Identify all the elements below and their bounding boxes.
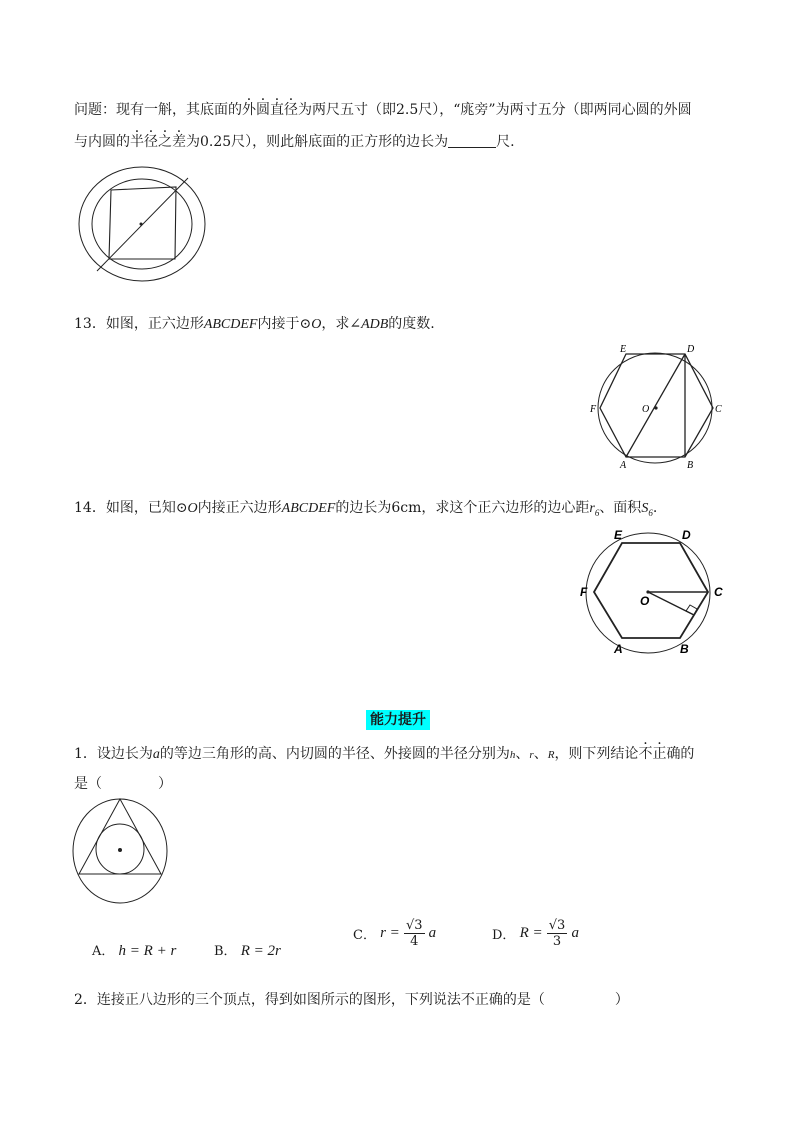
emphasized-char: 径 — [284, 102, 298, 118]
emphasized-char: 之 — [158, 134, 172, 150]
q12-text: 尺. — [496, 134, 515, 150]
q13-label-E: E — [620, 344, 627, 355]
p1-text: ，则下列结论 — [554, 746, 639, 762]
p1-text: 确的 — [666, 746, 695, 762]
q14-mid: 内接正六边形 — [197, 500, 282, 516]
emphasized-char: 不 — [638, 746, 653, 762]
p1-option-C[interactable] — [353, 918, 436, 949]
q13-ask: ，求∠ — [321, 316, 362, 332]
q14-label-F: F — [580, 585, 588, 599]
q13-end: 的度数. — [388, 316, 435, 332]
p1-option-D[interactable] — [492, 918, 579, 949]
q12-line2 — [74, 132, 515, 152]
q14-area-symbol: S — [641, 501, 649, 516]
q14-label-A: A — [614, 642, 623, 656]
option-A-expr: h = R + r — [118, 943, 177, 959]
emphasized-char: 正 — [652, 746, 667, 762]
q12-emphasis-2 — [130, 134, 186, 150]
q12-text: 与内圆的 — [74, 134, 130, 150]
p1-line2: 是（ ） — [74, 776, 172, 792]
option-C-lhs: r = — [380, 925, 400, 941]
p1-emphasis — [638, 746, 666, 762]
q14-label-E: E — [614, 528, 623, 542]
option-B-label: B． — [214, 944, 237, 959]
q12-text: 为两尺五寸（即2.5尺），“庣旁”为两寸五分（即两同心圆的外圆 — [298, 102, 692, 118]
option-D-numerator: √3 — [548, 918, 566, 933]
q14-text — [74, 498, 657, 523]
emphasized-char: 外 — [242, 102, 256, 118]
q13-polygon-name: ABCDEF — [203, 317, 258, 332]
option-C-label: C． — [353, 928, 376, 943]
q13-label-O: O — [642, 404, 650, 415]
q12-line1 — [74, 100, 692, 120]
q13-figure — [590, 342, 720, 472]
q13-circle-name: O — [311, 317, 322, 332]
p1-figure — [72, 797, 172, 907]
q13-label-F: F — [590, 404, 597, 415]
q14-label-B: B — [680, 642, 689, 656]
q14-apothem-symbol: r — [589, 501, 595, 516]
option-C-denominator: 4 — [410, 934, 419, 949]
option-D-var: a — [571, 925, 579, 941]
q14-area-subscript: 6 — [648, 507, 653, 518]
p2-text: 2．连接正八边形的三个顶点，得到如图所示的图形，下列说法不正确的是（ ） — [74, 992, 629, 1008]
p1-var-R: R — [547, 749, 555, 761]
q13-label-C: C — [715, 404, 722, 415]
option-D-lhs: R = — [519, 925, 543, 941]
answer-blank[interactable] — [448, 133, 496, 148]
q13-label-D: D — [687, 344, 695, 355]
emphasized-char: 圆 — [256, 102, 270, 118]
q14-label-D: D — [682, 528, 691, 542]
p1-sep: 、 — [515, 746, 530, 762]
option-A-label: A． — [92, 944, 115, 959]
p1-option-B[interactable] — [214, 940, 281, 960]
p1-prefix: 1．设边长为 — [74, 746, 153, 762]
q14-rest: 的边长为6cm，求这个正六边形的边心距 — [335, 500, 590, 516]
option-D-denominator: 3 — [552, 934, 562, 949]
p1-line1 — [74, 744, 694, 765]
p1-var-r: r — [529, 749, 534, 761]
q12-text: 问题：现有一斛，其底面的 — [74, 102, 242, 118]
option-C-fraction — [404, 918, 425, 949]
option-B-expr: R = 2r — [240, 943, 281, 959]
q14-polygon-name: ABCDEF — [281, 501, 336, 516]
emphasized-char: 半 — [130, 134, 144, 150]
option-C-var: a — [428, 925, 437, 941]
option-D-fraction — [547, 918, 568, 949]
q13-prefix: 13．如图，正六边形 — [74, 316, 204, 332]
q13-label-B: B — [687, 460, 694, 471]
p1-var-a: a — [152, 747, 160, 762]
q14-label-O: O — [640, 594, 650, 608]
q14-apothem-subscript: 6 — [594, 507, 600, 518]
option-D-label: D． — [492, 928, 516, 943]
p1-text: 的等边三角形的高、内切圆的半径、外接圆的半径分别为 — [159, 746, 510, 762]
q14-circle-name: O — [187, 501, 198, 516]
q14-figure — [578, 525, 728, 660]
q13-text — [74, 314, 435, 335]
q14-sep: 、面积 — [599, 500, 642, 516]
emphasized-char: 直 — [270, 102, 284, 118]
q14-label-C: C — [714, 585, 723, 599]
emphasized-char: 径 — [144, 134, 158, 150]
q13-angle-name: ADB — [361, 317, 389, 332]
q12-figure — [78, 163, 208, 283]
section-title: 能力提升 — [366, 710, 430, 730]
q12-text: 为0.25尺），则此斛底面的正方形的边长为 — [186, 134, 449, 150]
q14-end: . — [652, 500, 658, 516]
q13-label-A: A — [620, 460, 627, 471]
q13-mid: 内接于⊙ — [257, 316, 312, 332]
q12-emphasis-1 — [242, 102, 298, 118]
emphasized-char: 差 — [172, 134, 186, 150]
q14-prefix: 14．如图，已知⊙ — [74, 500, 188, 516]
p1-var-h: h — [509, 749, 516, 761]
p1-sep: 、 — [533, 746, 548, 762]
option-C-numerator: √3 — [405, 918, 423, 933]
p1-option-A[interactable] — [92, 940, 176, 960]
